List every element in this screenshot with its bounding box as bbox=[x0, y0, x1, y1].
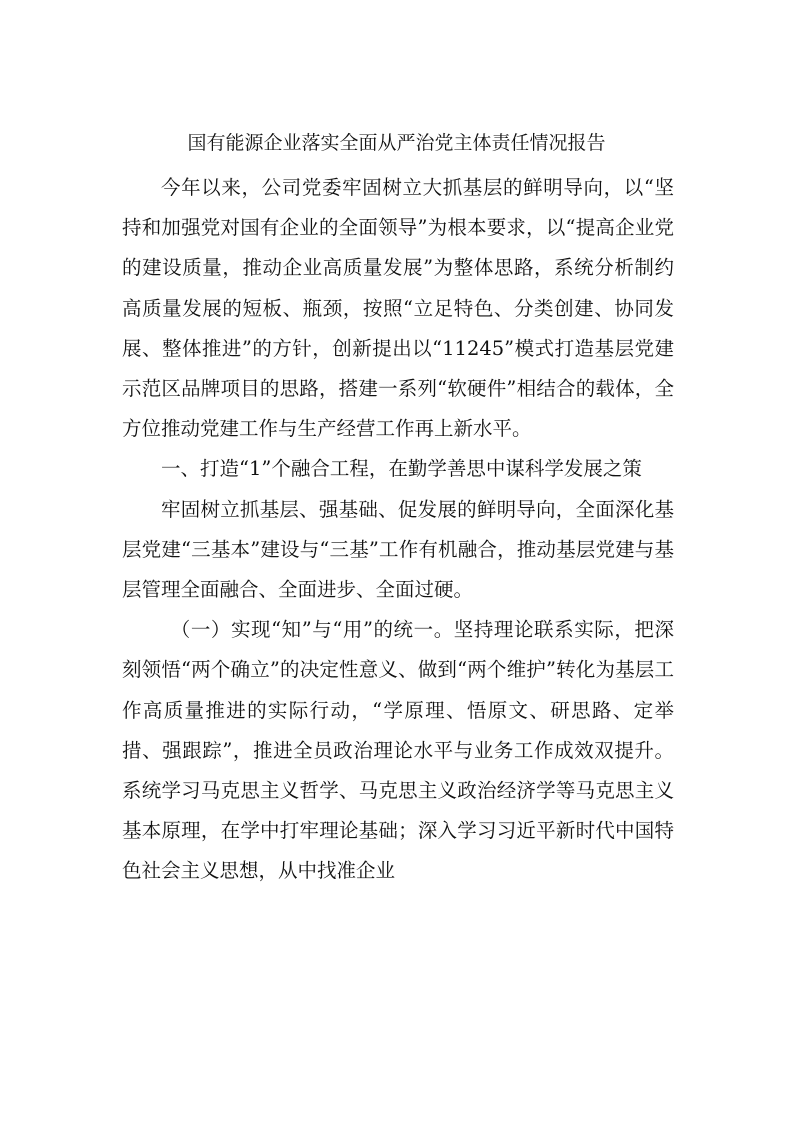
document-body bbox=[122, 168, 674, 892]
paragraph-subsection-1: （一）实现“知”与“用”的统一。坚持理论联系实际，把深刻领悟“两个确立”的决定性意义、做到“两个维护”转化为基层工作高质量推进的实际行动，“学原理、悟原文、研思路、定举措、强跟踪”，推进全员政治理论水平与业务工作成效双提升。系统学习马克思主义哲学、马克思主义政治经济学等马克思主义基本原理，在学中打牢理论基础；深入学习习近平新时代中国特色社会主义思想，从中找准企业 bbox=[122, 618, 674, 883]
paragraph-intro: 今年以来，公司党委牢固树立大抓基层的鲜明导向，以“坚持和加强党对国有企业的全面领导”为根本要求，以“提高企业党的建设质量，推动企业高质量发展”为整体思路，系统分析制约高质量发展的短板、瓶颈，按照“立足特色、分类创建、协同发展、整体推进”的方针，创新提出以“11245”模式打造基层党建示范区品牌项目的思路，搭建一系列“软硬件”相结合的载体，全方位推动党建工作与生产经营工作再上新水平。 bbox=[122, 176, 674, 441]
document-title: 国有能源企业落实全面从严治党主体责任情况报告 bbox=[187, 132, 606, 154]
paragraph-section-1: 牢固树立抓基层、强基础、促发展的鲜明导向，全面深化基层党建“三基本”建设与“三基”工作有机融合，推动基层党建与基层管理全面融合、全面进步、全面过硬。 bbox=[122, 497, 674, 602]
section-heading-1: 一、打造“1”个融合工程，在勤学善思中谋科学发展之策 bbox=[161, 457, 642, 481]
